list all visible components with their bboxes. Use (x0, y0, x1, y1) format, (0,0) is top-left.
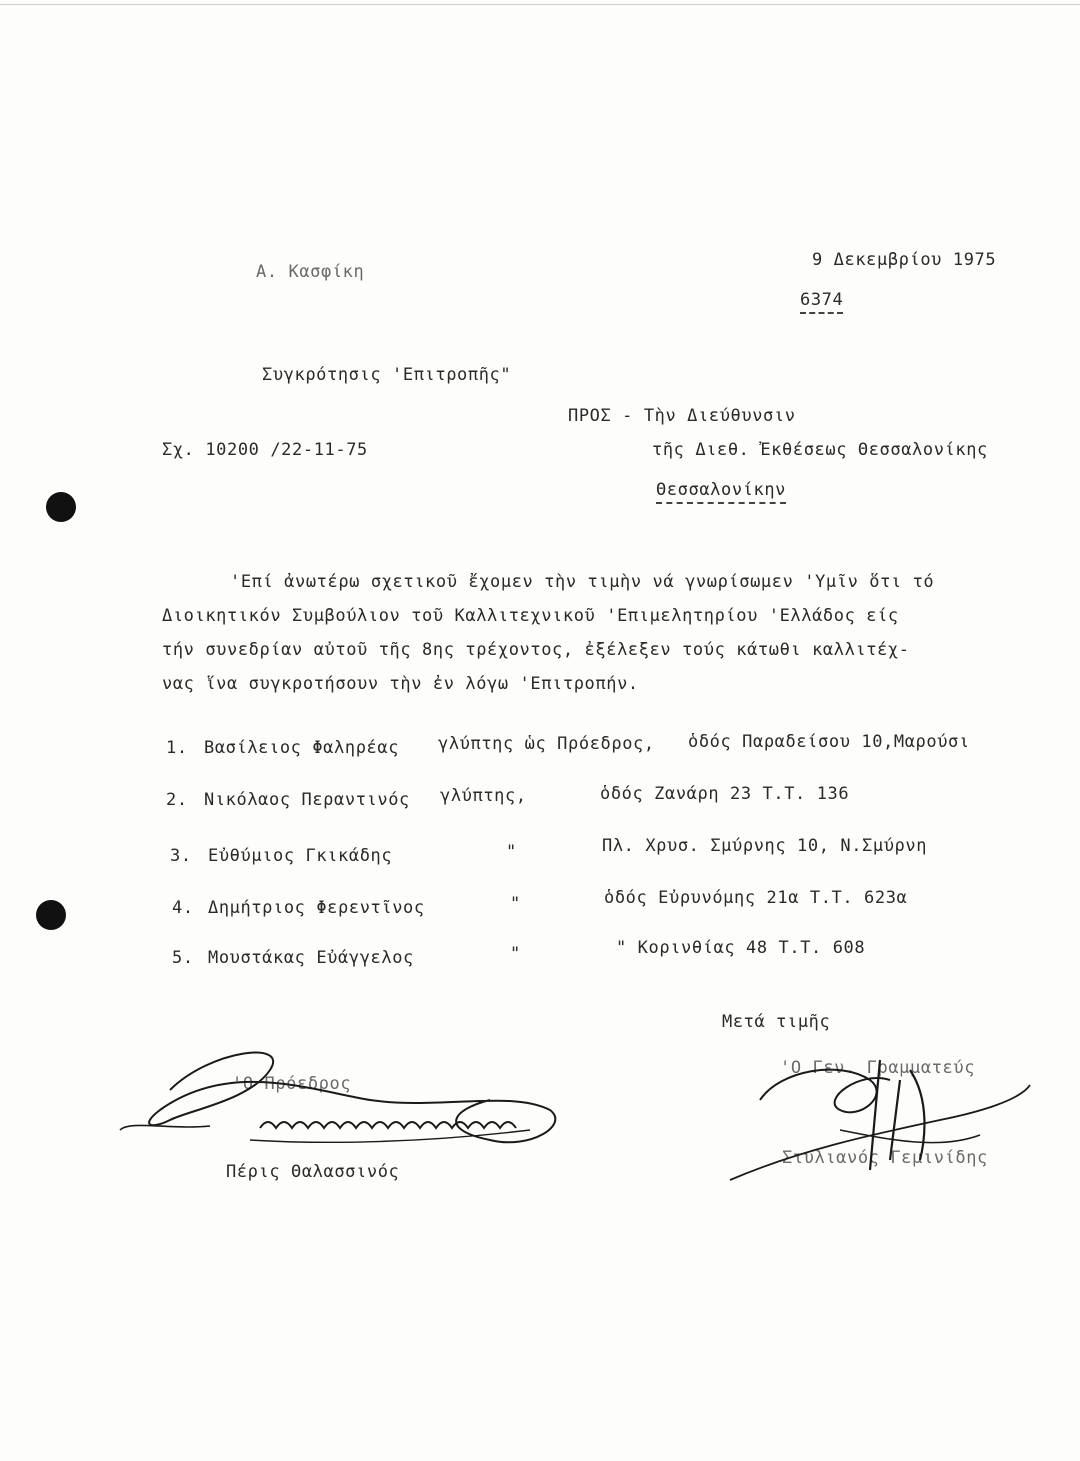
right-signatory-name: Στυλιανός Γεμινίδης (782, 1148, 988, 1168)
body-line-3: τήν συνεδρίαν αὐτοῦ τῆς 8ης τρέχοντος, ἐξέλεξεν τούς κάτωθι καλλιτέχ- (162, 640, 910, 660)
right-signatory-title: 'Ο Γεν. Γραμματεύς (780, 1058, 976, 1078)
scan-edge-line (0, 4, 1080, 5)
addressee-line-1: ΠΡΟΣ - Τὴν Διεύθυνσιν (568, 406, 796, 426)
left-signatory-title: 'Ο Πρόεδρος (232, 1074, 352, 1094)
reference-number: Σχ. 10200 /22-11-75 (162, 440, 368, 460)
punch-hole (36, 900, 66, 930)
body-line-1: 'Επί ἀνωτέρω σχετικοῦ ἔχομεν τὴν τιμὴν νά γνωρίσωμεν 'Υμῖν ὅτι τό (230, 572, 935, 592)
letter-page: Α. Κασφίκη 9 Δεκεμβρίου 1975 6374 Συγκρότησις 'Επιτροπῆς" ΠΡΟΣ - Τὴν Διεύθυνσιν Σχ. 10200 /22-11-75 τῆς Διεθ. Ἐκθέσεως Θεσσαλονίκης Θεσσαλονίκην 'Επί ἀνωτέρω σχετικοῦ ἔχομεν τὴν τιμὴν νά γνωρίσωμεν 'Υμῖν ὅτι τό Διοικητικόν Συμβούλιον τοῦ Καλλιτεχνικοῦ 'Επιμελητηρίου 'Ελλάδος είς τήν συνεδρίαν αὐτοῦ τῆς 8ης τρέχοντος, ἐξέλεξεν τούς κάτωθι καλλιτέχ- νας ἵνα συγκροτήσουν τὴν ἐν λόγω 'Επιτροπήν. 1. Βασίλειος Φαληρέας γλύπτης ὡς Πρόεδρος, ὁδός Παραδείσου 10,Μαρούσι 2. Νικόλαος Περαντινός γλύπτης, ὁδός Ζανάρη 23 Τ.Τ. 136 3. Εὐθύμιος Γκικάδης " Πλ. Χρυσ. Σμύρνης 10, Ν.Σμύρνη 4. Δημήτριος Φερεντῖνος " ὁδός Εὐρυνόμης 21α Τ.Τ. 623α 5. Μουστάκας Εὐάγγελος " " Κορινθίας 48 Τ.Τ. 608 Μετά τιμῆς 'Ο Πρόεδρος Πέρις Θαλασσινός 'Ο Γεν. Γραμματεύς Στυλιανός Γεμινίδης (0, 0, 1080, 1461)
right-signature (720, 1040, 1040, 1200)
left-signature (110, 1030, 590, 1180)
closing-salutation: Μετά τιμῆς (722, 1012, 831, 1032)
protocol-number: 6374 (800, 290, 843, 314)
recipient-initials: Α. Κασφίκη (256, 262, 365, 282)
addressee-city: Θεσσαλονίκην (656, 480, 786, 504)
subject-line: Συγκρότησις 'Επιτροπῆς" (262, 365, 512, 385)
punch-hole (46, 492, 76, 522)
body-line-4: νας ἵνα συγκροτήσουν τὴν ἐν λόγω 'Επιτροπήν. (162, 674, 639, 694)
left-signatory-name: Πέρις Θαλασσινός (226, 1162, 400, 1182)
body-line-2: Διοικητικόν Συμβούλιον τοῦ Καλλιτεχνικοῦ 'Επιμελητηρίου 'Ελλάδος είς (162, 606, 899, 626)
addressee-line-2: τῆς Διεθ. Ἐκθέσεως Θεσσαλονίκης (652, 440, 988, 460)
letter-date: 9 Δεκεμβρίου 1975 (812, 250, 997, 270)
